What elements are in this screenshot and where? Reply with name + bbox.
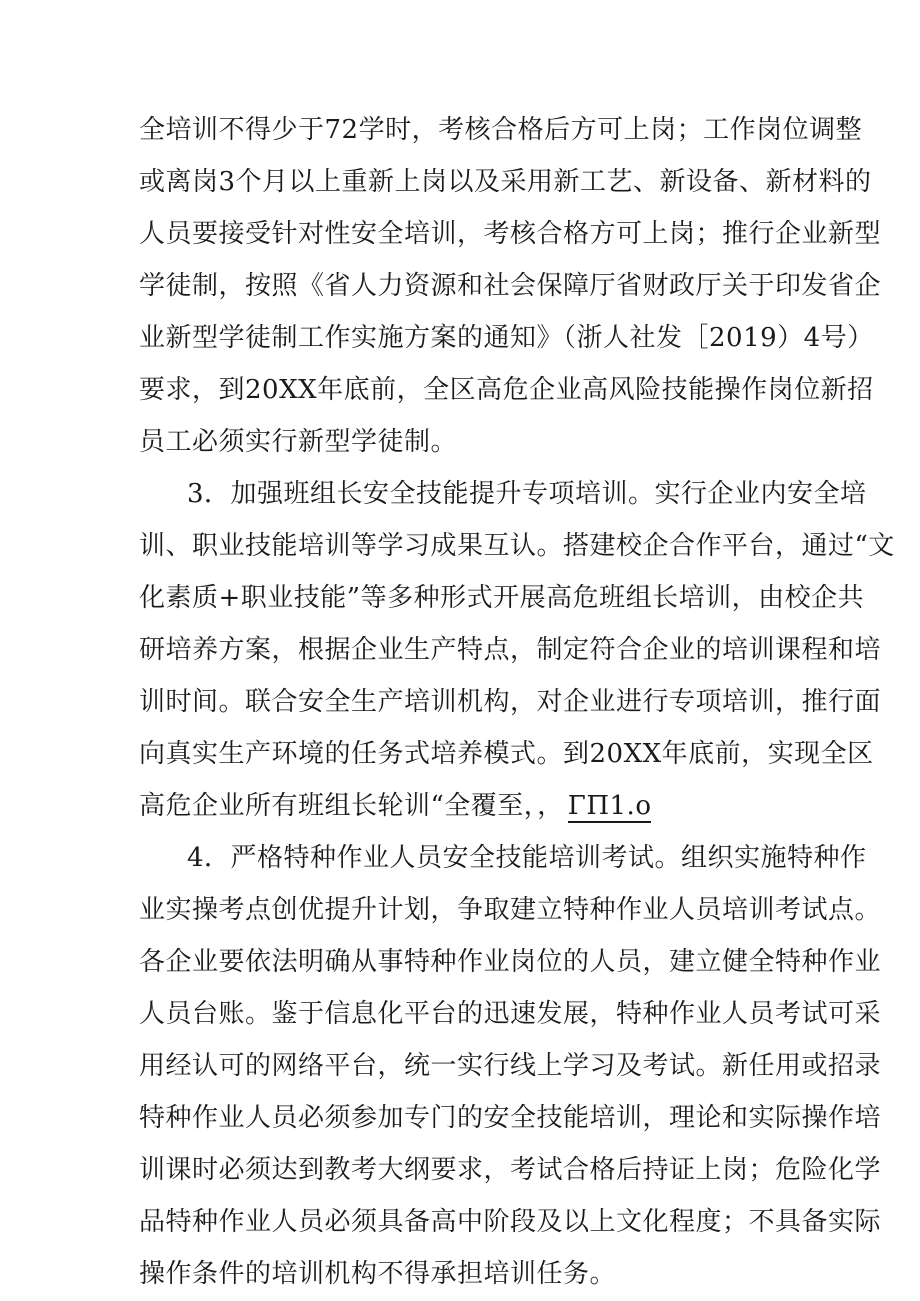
text-line: 向真实生产环境的任务式培养模式。到20XX年底前，实现全区 (139, 739, 874, 769)
paragraph-4-heading-line: 4．严格特种作业人员安全技能培训考试。组织实施特种作 (187, 843, 867, 873)
text-line: 人员台账。鉴于信息化平台的迅速发展，特种作业人员考试可采 (139, 999, 882, 1029)
text-line: 人员要接受针对性安全培训，考核合格方可上岗；推行企业新型 (139, 219, 882, 249)
text-line: 品特种作业人员必须具备高中阶段及以上文化程度；不具备实际 (139, 1207, 882, 1237)
text-line: 业实操考点创优提升计划，争取建立特种作业人员培训考试点。 (139, 895, 882, 925)
text-line: 或离岗3个月以上重新上岗以及采用新工艺、新设备、新材料的 (139, 167, 872, 197)
text-line: 训、职业技能培训等学习成果互认。搭建校企合作平台，通过“文 (139, 531, 895, 561)
text-line: 训课时必须达到教考大纲要求，考试合格后持证上岗；危险化学 (139, 1155, 882, 1185)
text-line: 各企业要依法明确从事特种作业岗位的人员，建立健全特种作业 (139, 947, 882, 977)
document-body (139, 104, 895, 1300)
text-line-with-underline (139, 780, 789, 832)
text-line: 业新型学徒制工作实施方案的通知》（浙人社发［2019）4号） (139, 323, 874, 353)
text-line: 操作条件的培训机构不得承担培训任务。 (139, 1259, 617, 1289)
underlined-garbled-text: ΓΠ1.o (567, 791, 652, 821)
text-line-main: 高危企业所有班组长轮训“全覆至，， (139, 791, 564, 821)
text-line: 要求，到20XX年底前，全区高危企业高风险技能操作岗位新招 (139, 375, 874, 405)
text-line: 学徒制，按照《省人力资源和社会保障厅省财政厅关于印发省企 (139, 271, 882, 301)
text-line: 研培养方案，根据企业生产特点，制定符合企业的培训课程和培 (139, 635, 882, 665)
text-line: 特种作业人员必须参加专门的安全技能培训，理论和实际操作培 (139, 1103, 882, 1133)
text-line: 员工必须实行新型学徒制。 (139, 427, 458, 457)
text-line: 用经认可的网络平台，统一实行线上学习及考试。新任用或招录 (139, 1051, 882, 1081)
paragraph-3-heading-line: 3．加强班组长安全技能提升专项培训。实行企业内安全培 (187, 479, 867, 509)
text-line: 全培训不得少于72学时，考核合格后方可上岗；工作岗位调整 (139, 115, 863, 145)
text-line: 训时间。联合安全生产培训机构，对企业进行专项培训，推行面 (139, 687, 882, 717)
text-line: 化素质+职业技能”等多种形式开展高危班组长培训，由校企共 (139, 583, 865, 613)
